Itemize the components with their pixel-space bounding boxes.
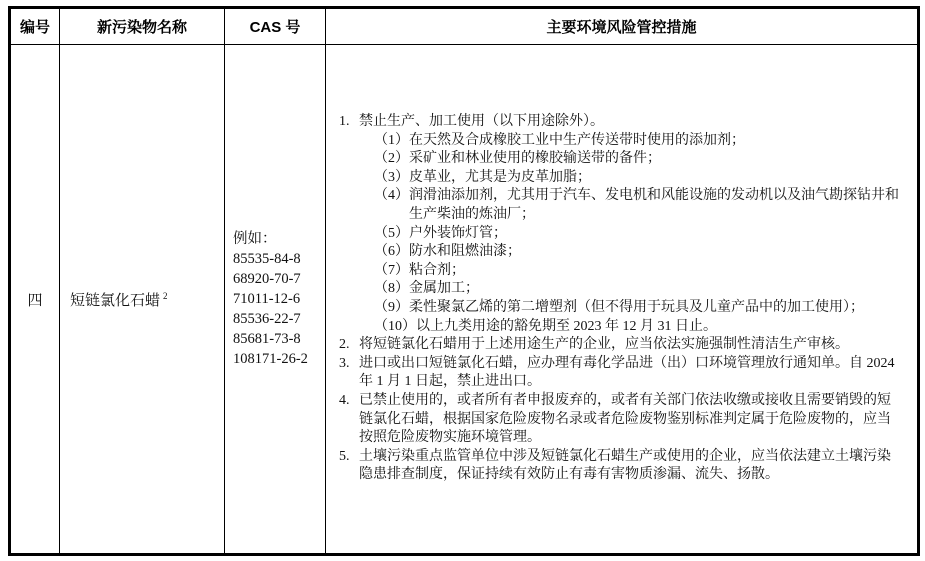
- pollutant-name-cell: [60, 45, 225, 553]
- subitem-text: 润滑油添加剂，尤其用于汽车、发电机和风能设施的发动机以及油气勘探钻井和生产柴油的炼油厂；: [409, 188, 899, 223]
- subitem-text: 户外装饰灯管；: [409, 225, 507, 241]
- measure-marker: 4.: [339, 392, 350, 408]
- measure-subitem-6: [374, 243, 903, 262]
- subitem-text: 采矿业和林业使用的橡胶输送带的备件；: [409, 151, 661, 167]
- subitem-text: 粘合剂；: [409, 262, 465, 278]
- measure-subitem-1: [374, 132, 903, 151]
- measure-text: 将短链氯化石蜡用于上述用途生产的企业，应当依法实施强制性清洁生产审核。: [359, 337, 849, 353]
- row-number: 四: [27, 292, 43, 309]
- measure-text: 禁止生产、加工使用（以下用途除外）。: [359, 114, 604, 130]
- cas-numbers-cell: [225, 45, 326, 553]
- cas-prefix: 例如：: [233, 231, 277, 247]
- measure-subitem-5: [374, 225, 903, 244]
- subitem-marker: （9）: [374, 300, 409, 315]
- table-header-row: [11, 9, 917, 45]
- cas-number: 85535-84-8: [233, 251, 301, 267]
- subitem-marker: （5）: [374, 225, 409, 241]
- subitem-text: 防水和阻燃油漆；: [409, 244, 521, 260]
- control-measures-cell: [326, 45, 917, 553]
- measure-subitem-3: [374, 169, 903, 188]
- measure-item-1: [339, 113, 903, 336]
- subitem-marker: （7）: [374, 262, 409, 278]
- header-number: 编号: [11, 9, 60, 44]
- measure-text: 进口或出口短链氯化石蜡，应办理有毒化学品进（出）口环境管理放行通知单。自 2024 年 1 月 1 日起，禁止进出口。: [359, 355, 895, 390]
- subitem-marker: （3）: [374, 169, 409, 185]
- header-pollutant-name: 新污染物名称: [60, 9, 225, 44]
- header-control-measures: 主要环境风险管控措施: [546, 19, 697, 36]
- measure-subitem-2: [374, 150, 903, 169]
- subitem-text: 以上九类用途的豁免期至 2023 年 12 月 31 日止。: [416, 318, 717, 334]
- measure-item-5: [339, 448, 903, 485]
- measure-item-3: [339, 355, 903, 392]
- measure-text: 已禁止使用的，或者所有者申报废弃的，或者有关部门依法收缴或接收且需要销毁的短链氯化石蜡，根据国家危险废物名录或者危险废物鉴别标准判定属于危险废物的，应当按照危险废物实施环境管理。: [359, 392, 891, 446]
- cas-number: 71011-12-6: [233, 291, 301, 307]
- measure-subitem-7: [374, 262, 903, 281]
- header-cas-number: CAS 号: [225, 9, 326, 44]
- measure-item-4: [339, 392, 903, 448]
- subitem-marker: （6）: [374, 244, 409, 260]
- measure-marker: 3.: [339, 355, 350, 371]
- subitem-marker: （10）: [374, 318, 416, 334]
- measure-item-2: [339, 336, 903, 355]
- subitem-text: 柔性聚氯乙烯的第二增塑剂（但不得用于玩具及儿童产品中的加工使用）；: [409, 300, 864, 315]
- subitem-marker: （1）: [374, 132, 409, 148]
- cas-number: 108171-26-2: [233, 351, 308, 367]
- subitem-marker: （2）: [374, 151, 409, 167]
- measure-subitem-10: [374, 318, 903, 337]
- row-number-cell: [11, 45, 60, 553]
- measure-marker: 2.: [339, 337, 350, 353]
- subitem-marker: （8）: [374, 281, 409, 297]
- subitem-text: 皮革业，尤其是为皮革加脂；: [409, 169, 591, 185]
- pollutant-name: 短链氯化石蜡 $^2$: [70, 290, 168, 309]
- measure-marker: 1.: [339, 114, 350, 130]
- pollutant-table: [8, 6, 920, 556]
- measure-marker: 5.: [339, 448, 350, 464]
- cas-number: 85681-73-8: [233, 331, 301, 347]
- measure-subitem-4: [374, 187, 903, 224]
- footnote-superscript: 2: [163, 290, 168, 301]
- cas-number: 85536-22-7: [233, 311, 301, 327]
- table-row: [11, 45, 917, 553]
- subitem-text: 金属加工；: [409, 281, 479, 297]
- measure-subitem-8: [374, 280, 903, 299]
- measure-text: 土壤污染重点监管单位中涉及短链氯化石蜡生产或使用的企业，应当依法建立土壤污染隐患排查制度，保证持续有效防止有毒有害物质渗漏、流失、扬散。: [359, 448, 891, 483]
- subitem-text: 在天然及合成橡胶工业中生产传送带时使用的添加剂；: [409, 132, 745, 148]
- measure-subitem-9: [374, 299, 903, 318]
- subitem-marker: （4）: [374, 188, 409, 204]
- cas-number: 68920-70-7: [233, 271, 301, 287]
